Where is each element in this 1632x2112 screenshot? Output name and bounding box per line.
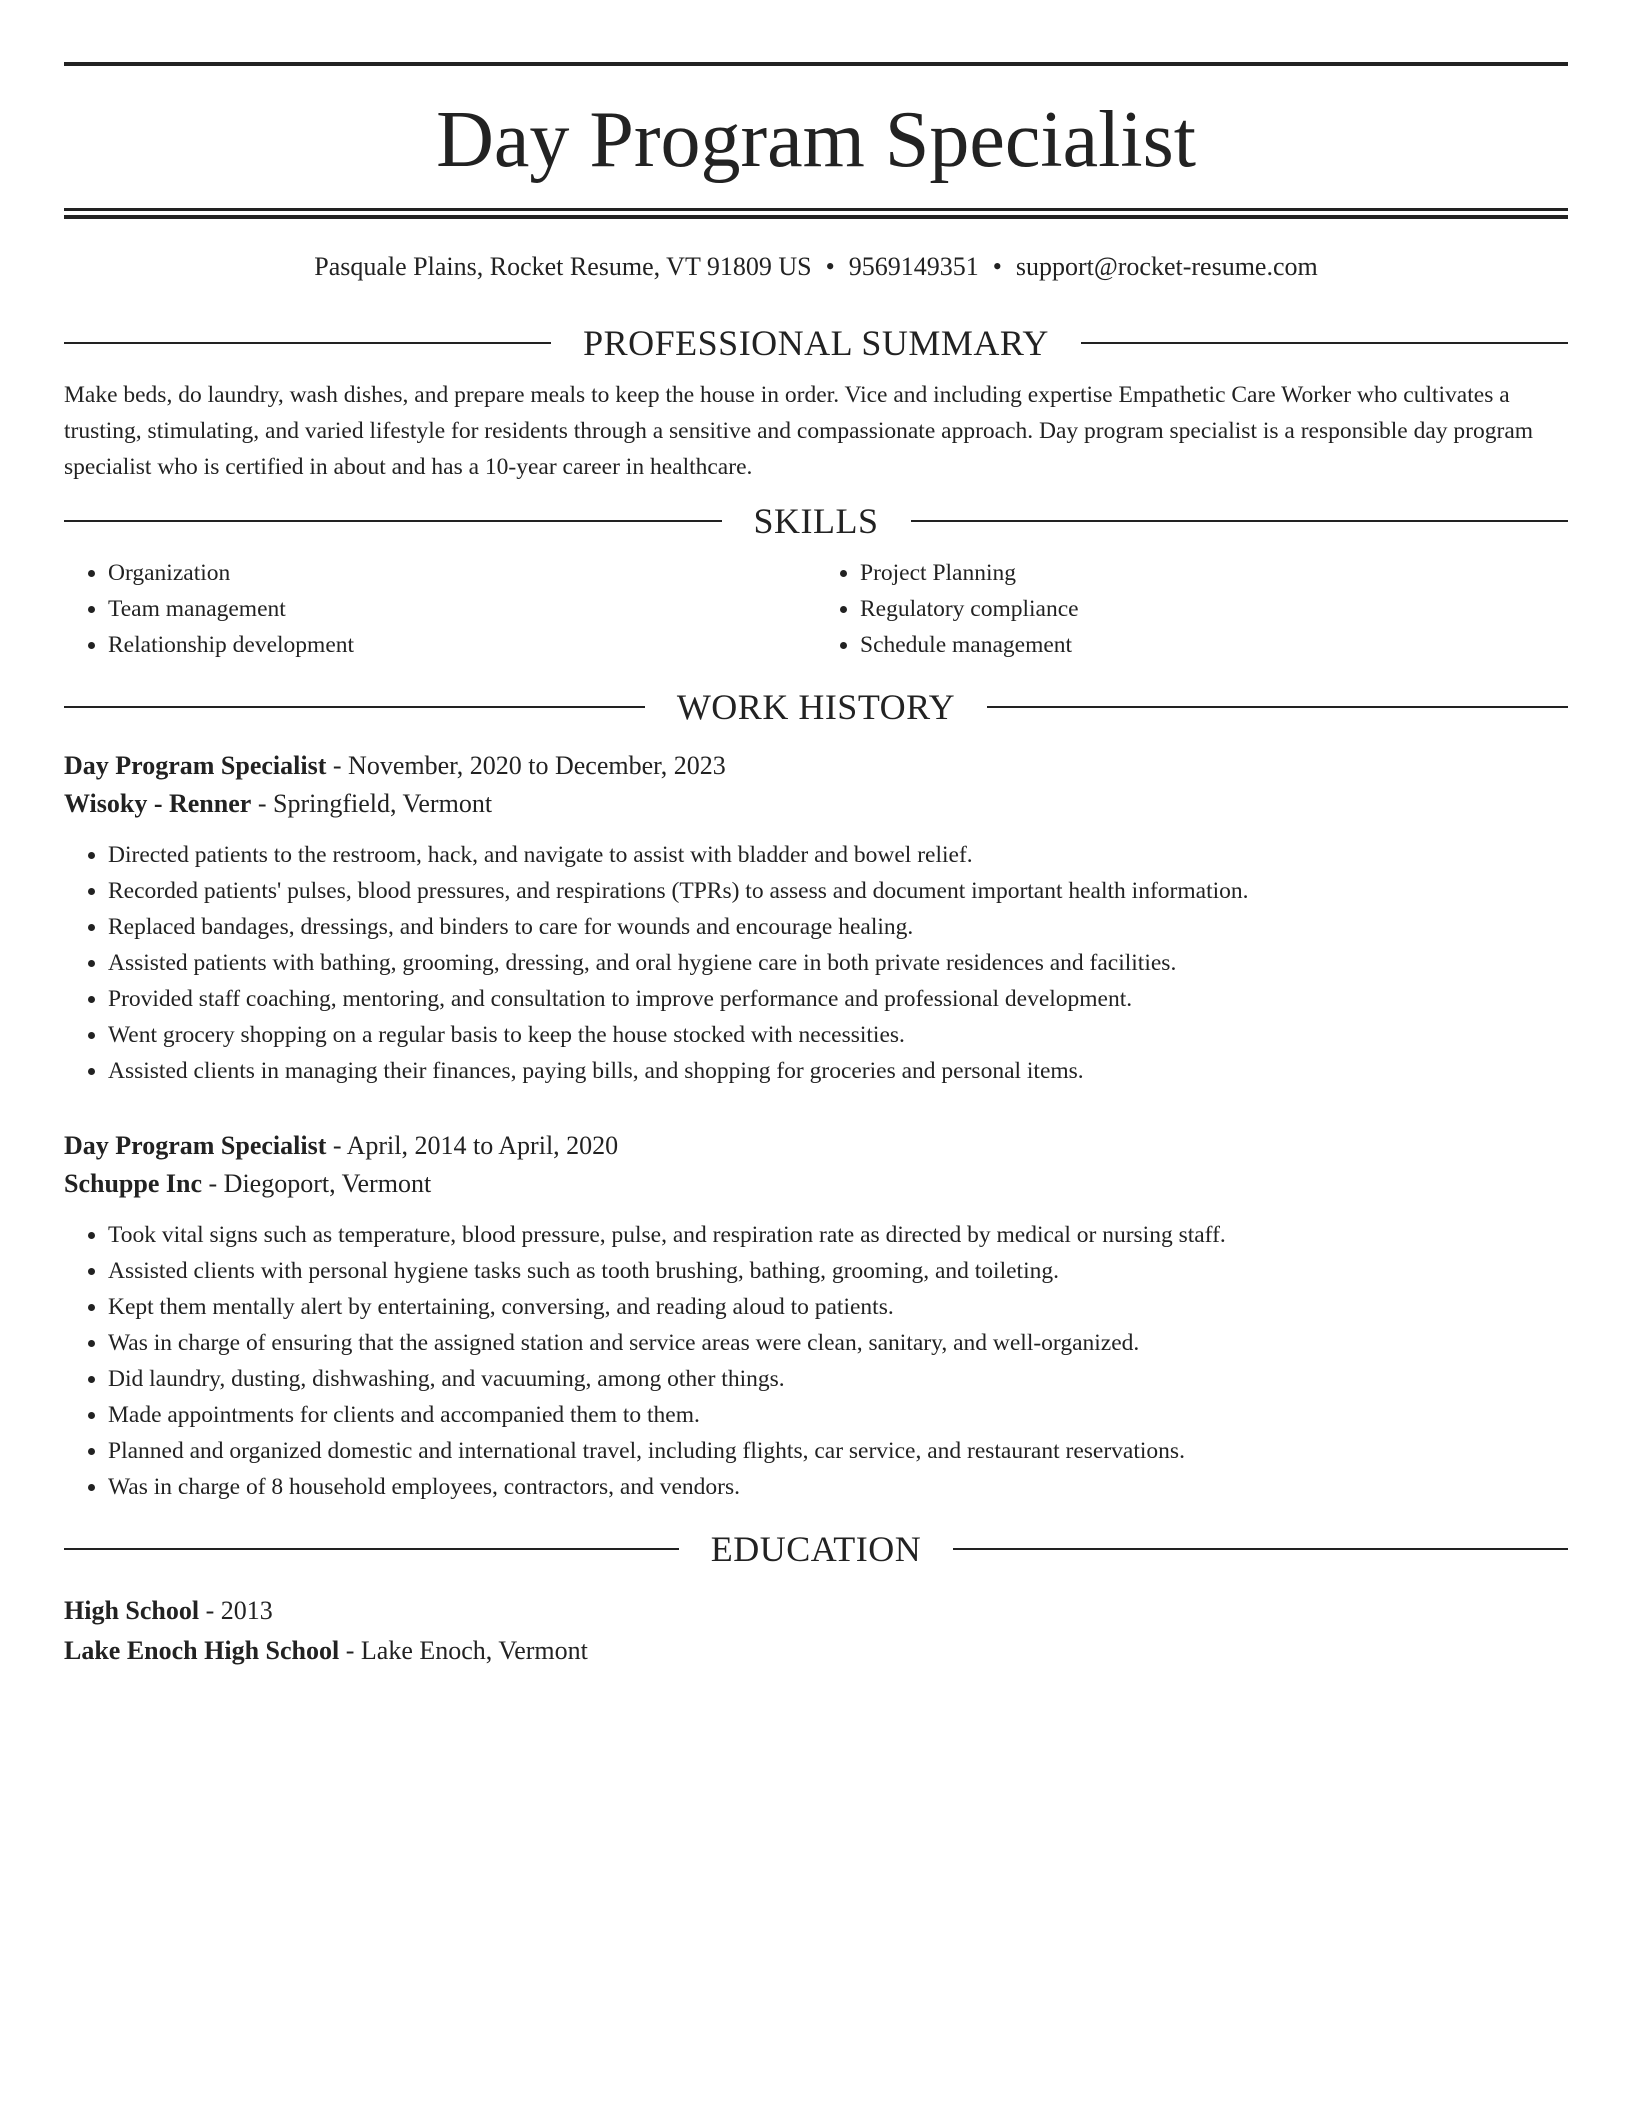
- section-header-education: [64, 1527, 1568, 1571]
- job-role: Day Program Specialist: [64, 751, 327, 780]
- contact-separator: •: [825, 252, 835, 281]
- education-school: Lake Enoch High School: [64, 1636, 340, 1665]
- section-rule-left: [64, 342, 551, 344]
- section-header-skills: [64, 499, 1568, 543]
- section-rule-left: [64, 706, 645, 708]
- job-bullet: • Did laundry, dusting, dishwashing, and vacuuming, among other things.: [108, 1361, 1568, 1397]
- skills-list: [64, 555, 1568, 663]
- section-title-skills: SKILLS: [753, 501, 879, 541]
- job-company: Wisoky - Renner: [64, 789, 252, 818]
- job-location: Diegoport, Vermont: [223, 1169, 432, 1198]
- skill-item: • Project Planning: [860, 555, 1568, 591]
- skill-item: • Regulatory compliance: [860, 591, 1568, 627]
- job-bullet: • Recorded patients' pulses, blood pressures, and respirations (TPRs) to assess and document important health information.: [108, 873, 1568, 909]
- skill-item: • Team management: [108, 591, 816, 627]
- education-year: 2013: [220, 1596, 273, 1625]
- job-role: Day Program Specialist: [64, 1131, 327, 1160]
- section-rule-right: [911, 520, 1569, 522]
- skill-item: • Schedule management: [860, 627, 1568, 663]
- contact-separator: •: [992, 252, 1002, 281]
- education-location: Lake Enoch, Vermont: [360, 1636, 588, 1665]
- contact-line: [64, 251, 1568, 283]
- resume-page: [64, 0, 1568, 1671]
- job-entry: [64, 1127, 1568, 1505]
- job-location: Springfield, Vermont: [272, 789, 493, 818]
- job-entry: [64, 747, 1568, 1089]
- candidate-name: Day Program Specialist: [436, 96, 1196, 184]
- skill-item: • Organization: [108, 555, 816, 591]
- contact-address: Pasquale Plains, Rocket Resume, VT 91809 US: [314, 252, 812, 281]
- job-company-line: Wisoky - Renner - Springfield, Vermont: [64, 789, 493, 818]
- job-bullet: • Assisted patients with bathing, grooming, dressing, and oral hygiene care in both private residences and facilities.: [108, 945, 1568, 981]
- summary-text: Make beds, do laundry, wash dishes, and prepare meals to keep the house in order. Vice and including expertise Empathetic Care Worker who cultivates a trusting, stimulating, and varied lifestyle for residents through a sensitive and compassionate approach. Day program specialist is a responsible day program specialist who is certified in about and has a 10-year career in healthcare.: [64, 382, 1534, 480]
- job-bullet: • Went grocery shopping on a regular basis to keep the house stocked with necessities.: [108, 1017, 1568, 1053]
- section-rule-left: [64, 1548, 679, 1550]
- skills-column-left: [64, 555, 816, 663]
- education-degree: High School: [64, 1596, 200, 1625]
- job-bullets: [64, 837, 1568, 1089]
- section-header-summary: [64, 321, 1568, 365]
- section-rule-left: [64, 520, 722, 522]
- job-bullet: • Kept them mentally alert by entertaining, conversing, and reading aloud to patients.: [108, 1289, 1568, 1325]
- section-header-work: [64, 685, 1568, 729]
- job-role-line: Day Program Specialist - April, 2014 to April, 2020: [64, 1131, 619, 1160]
- job-bullets: [64, 1217, 1568, 1505]
- job-bullet: • Was in charge of ensuring that the assigned station and service areas were clean, sanitary, and well-organized.: [108, 1325, 1568, 1361]
- job-bullet: • Assisted clients in managing their finances, paying bills, and shopping for groceries and personal items.: [108, 1053, 1568, 1089]
- education-entry: [64, 1591, 1568, 1671]
- section-rule-right: [1081, 342, 1568, 344]
- section-title-education: EDUCATION: [710, 1529, 922, 1569]
- job-bullet: • Made appointments for clients and accompanied them to them.: [108, 1397, 1568, 1433]
- skills-column-right: [816, 555, 1568, 663]
- job-bullet: • Was in charge of 8 household employees, contractors, and vendors.: [108, 1469, 1568, 1505]
- contact-email: support@rocket-resume.com: [1015, 252, 1318, 281]
- section-title-work: WORK HISTORY: [676, 687, 956, 727]
- section-rule-right: [953, 1548, 1568, 1550]
- job-company: Schuppe Inc: [64, 1169, 202, 1198]
- job-bullet: • Directed patients to the restroom, hack, and navigate to assist with bladder and bowel relief.: [108, 837, 1568, 873]
- double-rule: [64, 208, 1568, 219]
- section-title-summary: PROFESSIONAL SUMMARY: [583, 323, 1049, 363]
- job-bullet: • Assisted clients with personal hygiene tasks such as tooth brushing, bathing, grooming, and toileting.: [108, 1253, 1568, 1289]
- education-school-line: Lake Enoch High School - Lake Enoch, Vermont: [64, 1636, 588, 1665]
- job-dates: April, 2014 to April, 2020: [346, 1131, 619, 1160]
- job-company-line: Schuppe Inc - Diegoport, Vermont: [64, 1169, 432, 1198]
- job-role-line: Day Program Specialist - November, 2020 to December, 2023: [64, 751, 726, 780]
- job-bullet: • Took vital signs such as temperature, blood pressure, pulse, and respiration rate as directed by medical or nursing staff.: [108, 1217, 1568, 1253]
- section-rule-right: [987, 706, 1568, 708]
- job-bullet: • Planned and organized domestic and international travel, including flights, car service, and restaurant reservations.: [108, 1433, 1568, 1469]
- contact-phone: 9569149351: [848, 252, 979, 281]
- top-rule: [64, 62, 1568, 66]
- job-dates: November, 2020 to December, 2023: [348, 751, 726, 780]
- education-degree-line: High School - 2013: [64, 1596, 273, 1625]
- job-bullet: • Provided staff coaching, mentoring, and consultation to improve performance and professional development.: [108, 981, 1568, 1017]
- skill-item: • Relationship development: [108, 627, 816, 663]
- job-bullet: • Replaced bandages, dressings, and binders to care for wounds and encourage healing.: [108, 909, 1568, 945]
